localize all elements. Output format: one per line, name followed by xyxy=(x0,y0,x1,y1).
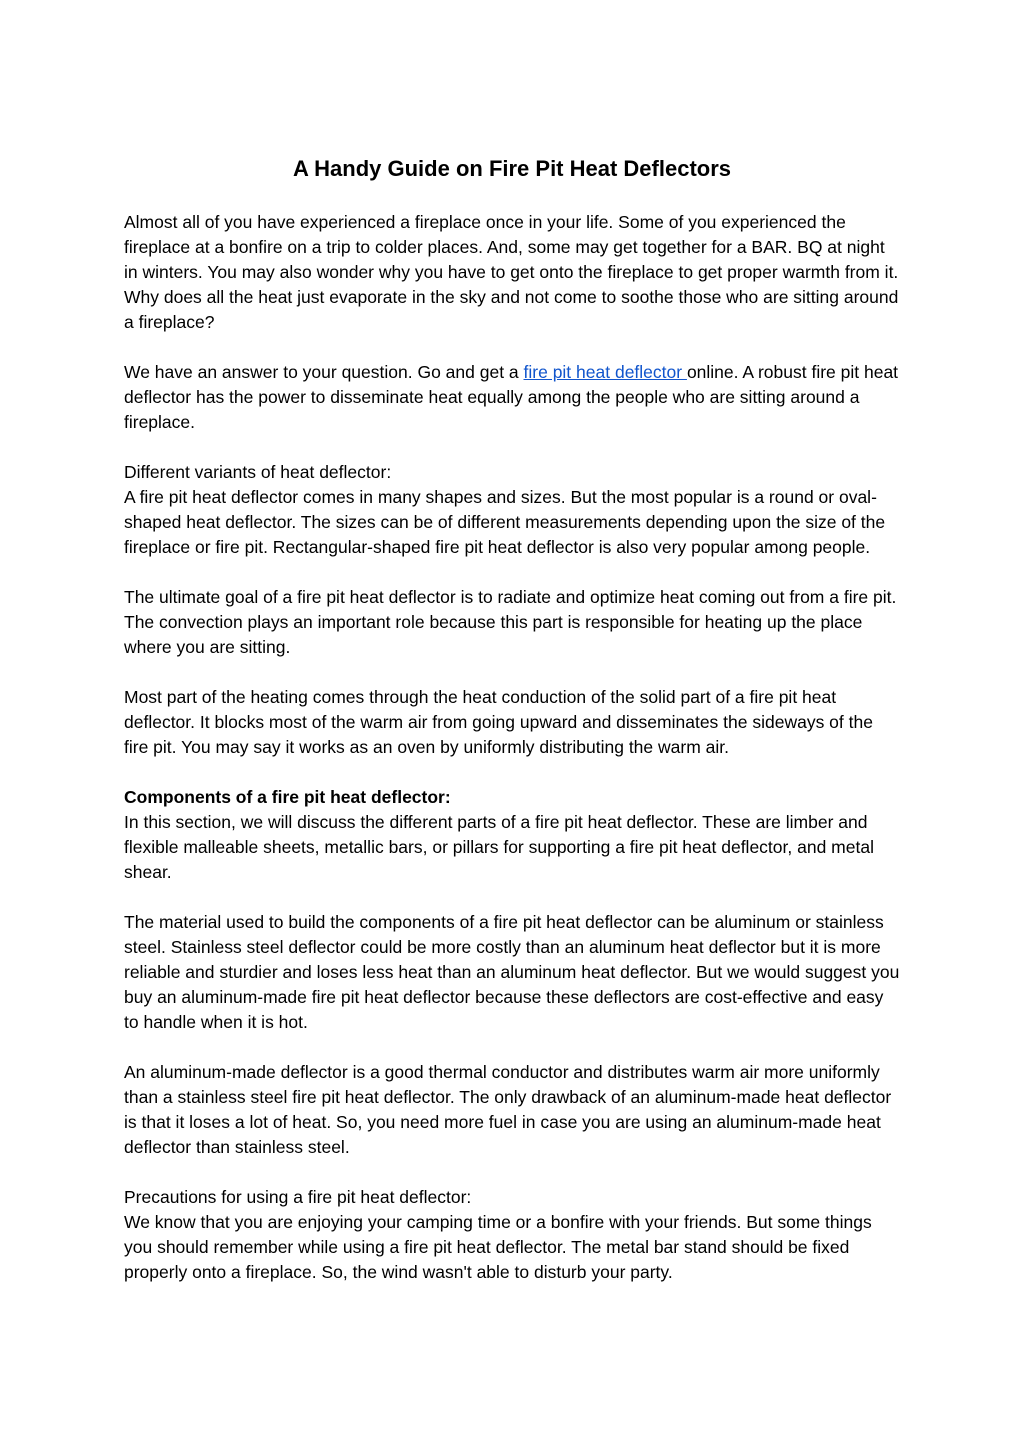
paragraph-spacer xyxy=(124,435,902,460)
fire-pit-heat-deflector-link[interactable]: fire pit heat deflector xyxy=(523,362,687,382)
conduction-paragraph: Most part of the heating comes through the heat conduction of the solid part of a fire pit heat deflector. It blocks most of the warm air from going upward and disseminates the sideways of the fire pit. You may say it works as an oven by uniformly distributing the warm air. xyxy=(124,687,873,757)
components-paragraph: In this section, we will discuss the different parts of a fire pit heat deflector. These are limber and flexible malleable sheets, metallic bars, or pillars for supporting a fire pit heat deflector, and metal shear. xyxy=(124,812,874,882)
paragraph-spacer xyxy=(124,760,902,785)
document-title: A Handy Guide on Fire Pit Heat Deflectors xyxy=(292,156,732,181)
answer-paragraph xyxy=(124,360,902,435)
paragraph-spacer xyxy=(124,1160,902,1185)
aluminum-paragraph: An aluminum-made deflector is a good thermal conductor and distributes warm air more uniformly than a stainless steel fire pit heat deflector. The only drawback of an aluminum-made heat deflector is that it loses a lot of heat. So, you need more fuel in case you are using an aluminum-made heat deflector than stainless steel. xyxy=(124,1062,892,1157)
precautions-heading: Precautions for using a fire pit heat deflector: xyxy=(124,1187,472,1207)
paragraph-spacer xyxy=(124,560,902,585)
paragraph-spacer xyxy=(124,1035,902,1060)
components-heading: Components of a fire pit heat deflector: xyxy=(124,787,451,807)
intro-paragraph: Almost all of you have experienced a fireplace once in your life. Some of you experienced the fireplace at a bonfire on a trip to colder places. And, some may get together for a BAR. BQ at night in winters. You may also wonder why you have to get onto the fireplace to get proper warmth from it. Why does all the heat just evaporate in the sky and not come to soothe those who are sitting around a fireplace? xyxy=(124,212,899,332)
paragraph-spacer xyxy=(124,335,902,360)
goal-paragraph: The ultimate goal of a fire pit heat deflector is to radiate and optimize heat coming out from a fire pit. The convection plays an important role because this part is responsible for heating up the place where you are sitting. xyxy=(124,587,897,657)
variants-paragraph: A fire pit heat deflector comes in many shapes and sizes. But the most popular is a round or oval-shaped heat deflector. The sizes can be of different measurements depending upon the size of the fireplace or fire pit. Rectangular-shaped fire pit heat deflector is also very popular among people. xyxy=(124,487,886,557)
document-body xyxy=(124,210,902,1285)
variants-heading: Different variants of heat deflector: xyxy=(124,462,392,482)
paragraph-spacer xyxy=(124,660,902,685)
answer-text-after-link: online. A robust fire pit heat deflector has the power to disseminate heat equally among the people who are sitting around a fireplace. xyxy=(124,362,899,432)
answer-text-before-link: We have an answer to your question. Go and get a xyxy=(124,362,524,382)
material-paragraph: The material used to build the components of a fire pit heat deflector can be aluminum or stainless steel. Stainless steel deflector could be more costly than an aluminum heat deflector but it is more reliable and sturdier and loses less heat than an aluminum heat deflector. But we would suggest you buy an aluminum-made fire pit heat deflector because these deflectors are cost-effective and easy to handle when it is hot. xyxy=(124,912,900,1032)
paragraph-spacer xyxy=(124,885,902,910)
precautions-paragraph: We know that you are enjoying your camping time or a bonfire with your friends. But some things you should remember while using a fire pit heat deflector. The metal bar stand should be fixed properly onto a fireplace. So, the wind wasn't able to disturb your party. xyxy=(124,1212,872,1282)
